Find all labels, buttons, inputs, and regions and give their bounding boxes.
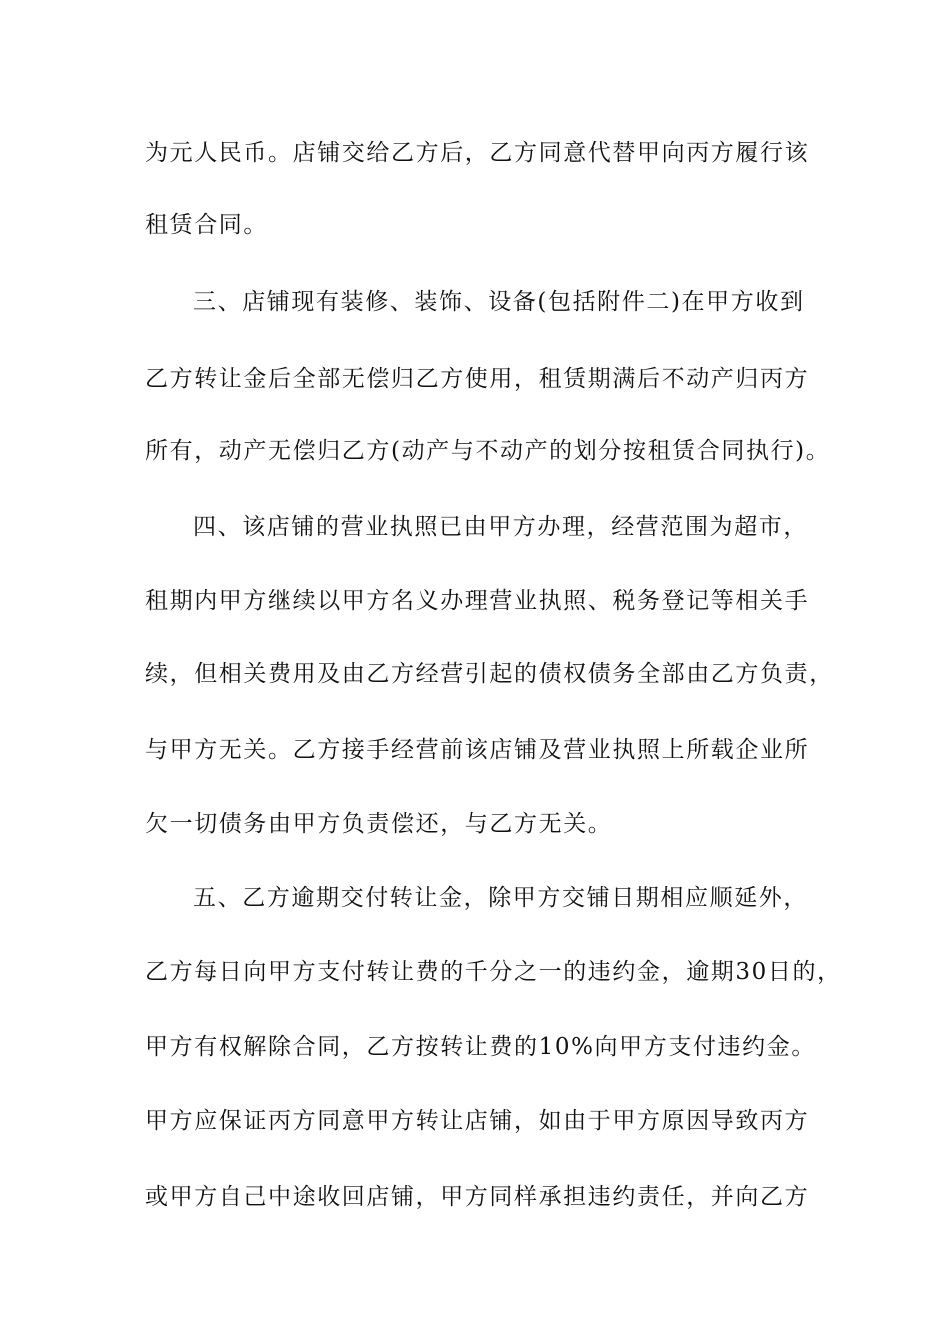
text-line-8: 续，但相关费用及由乙方经营引起的债权债务全部由乙方负责， <box>145 661 834 687</box>
text-line-15: 或甲方自己中途收回店铺，甲方同样承担违约责任，并向乙方 <box>145 1184 810 1210</box>
paragraph-5-start: 五、乙方逾期交付转让金，除甲方交铺日期相应顺延外， <box>193 885 808 911</box>
paragraph-4-start: 四、该店铺的营业执照已由甲方办理，经营范围为超市， <box>193 514 808 540</box>
text-line-4: 乙方转让金后全部无偿归乙方使用，租赁期满后不动产归丙方 <box>145 366 810 392</box>
text-line-7: 租期内甲方继续以甲方名义办理营业执照、税务登记等相关手 <box>145 588 810 614</box>
paragraph-3-start: 三、店铺现有装修、装饰、设备(包括附件二)在甲方收到 <box>193 289 805 315</box>
text-line-10: 欠一切债务由甲方负责偿还，与乙方无关。 <box>145 811 613 837</box>
text-line-13: 甲方有权解除合同，乙方按转让费的10%向甲方支付违约金。 <box>145 1034 816 1060</box>
text-line-2: 租赁合同。 <box>145 212 268 238</box>
text-line-1: 为元人民币。店铺交给乙方后，乙方同意代替甲向丙方履行该 <box>145 140 810 166</box>
text-line-12: 乙方每日向甲方支付转让费的千分之一的违约金，逾期30日的， <box>145 959 842 985</box>
text-line-14: 甲方应保证丙方同意甲方转让店铺，如由于甲方原因导致丙方 <box>145 1108 810 1134</box>
text-line-9: 与甲方无关。乙方接手经营前该店铺及营业执照上所载企业所 <box>145 737 810 763</box>
text-line-5: 所有，动产无偿归乙方(动产与不动产的划分按租赁合同执行)。 <box>145 438 831 464</box>
